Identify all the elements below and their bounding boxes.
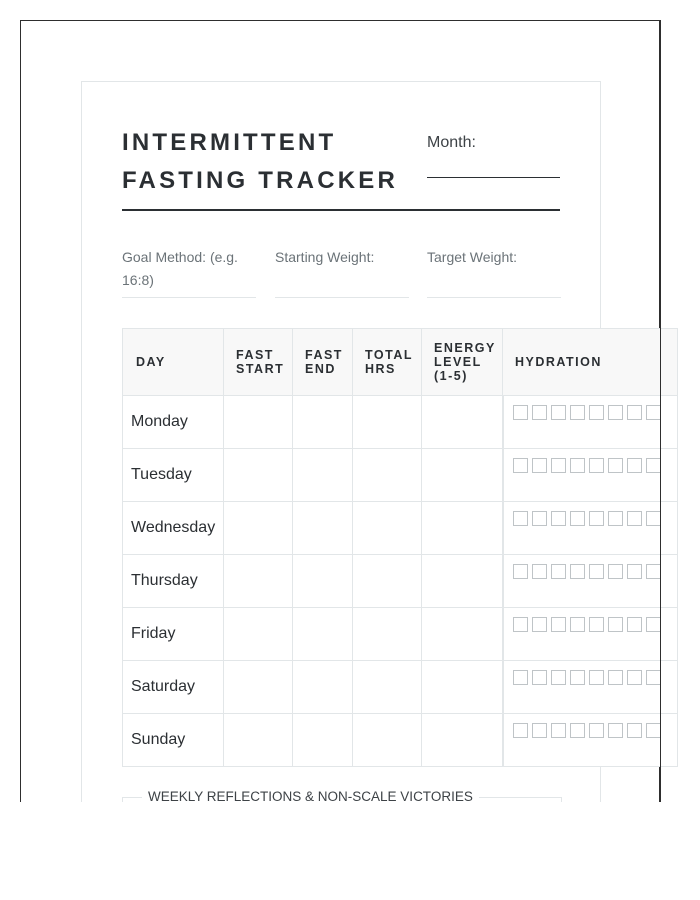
energy-cell[interactable] [422,555,503,608]
table-row [123,502,678,555]
hydration-checkbox[interactable] [513,723,528,738]
hydration-checkbox[interactable] [570,670,585,685]
hydration-checkbox[interactable] [551,617,566,632]
day-cell: Wednesday [123,502,224,555]
hydration-checkbox[interactable] [532,564,547,579]
hydration-checkbox[interactable] [570,458,585,473]
table-row [123,449,678,502]
table-row [123,608,678,661]
fast-start-cell[interactable] [224,661,293,714]
fast-start-cell[interactable] [224,608,293,661]
header-text: (1-5) [434,369,468,383]
hydration-checkbox[interactable] [513,564,528,579]
hydration-checkbox[interactable] [551,564,566,579]
energy-cell[interactable] [422,396,503,449]
energy-cell[interactable] [422,608,503,661]
hydration-checkbox[interactable] [589,617,604,632]
hydration-cell [503,449,678,502]
hydration-checkbox[interactable] [532,458,547,473]
fast-end-cell[interactable] [293,502,353,555]
fast-end-cell[interactable] [293,661,353,714]
table-header-row [123,329,678,396]
hydration-checkbox[interactable] [551,405,566,420]
total-hrs-cell[interactable] [353,661,422,714]
hydration-checkbox[interactable] [608,617,623,632]
hydration-cell [503,714,678,767]
fast-end-cell[interactable] [293,555,353,608]
hydration-checkbox[interactable] [627,670,642,685]
hydration-checkbox[interactable] [627,458,642,473]
hydration-cell [503,661,678,714]
col-header-energy-level [422,329,503,396]
hydration-checkbox[interactable] [589,405,604,420]
hydration-checkbox[interactable] [513,511,528,526]
hydration-checkbox[interactable] [608,723,623,738]
hydration-checkbox[interactable] [570,405,585,420]
col-header-fast-end [293,329,353,396]
hydration-checkbox[interactable] [551,670,566,685]
hydration-checkbox[interactable] [551,511,566,526]
col-header-total-hrs [353,329,422,396]
hydration-checkbox[interactable] [532,617,547,632]
target-weight-input-line[interactable] [427,297,561,298]
hydration-checkbox[interactable] [513,617,528,632]
hydration-checkbox[interactable] [589,458,604,473]
hydration-checkbox[interactable] [646,405,661,420]
goal-method-input-line[interactable] [122,297,256,298]
total-hrs-cell[interactable] [353,396,422,449]
hydration-checkbox[interactable] [627,405,642,420]
hydration-cell [503,502,678,555]
hydration-checkbox[interactable] [570,723,585,738]
hydration-checkbox[interactable] [608,458,623,473]
hydration-checkbox[interactable] [513,670,528,685]
header-text: LEVEL [434,355,482,369]
fast-end-cell[interactable] [293,396,353,449]
table-row [123,661,678,714]
hydration-checkbox[interactable] [646,617,661,632]
day-cell: Tuesday [123,449,224,502]
hydration-checkbox[interactable] [589,511,604,526]
goal-method-label: Goal Method: (e.g. 16:8) [122,249,238,288]
hydration-checkbox[interactable] [589,564,604,579]
day-cell: Friday [123,608,224,661]
energy-cell[interactable] [422,449,503,502]
table-row [123,396,678,449]
hydration-checkbox[interactable] [589,723,604,738]
title-divider [122,209,560,211]
hydration-checkbox[interactable] [513,405,528,420]
col-header-fast-start [224,329,293,396]
fast-start-cell[interactable] [224,502,293,555]
day-cell: Monday [123,396,224,449]
hydration-checkbox[interactable] [532,405,547,420]
hydration-checkbox[interactable] [627,511,642,526]
fast-end-cell[interactable] [293,608,353,661]
hydration-checkbox[interactable] [627,723,642,738]
energy-cell[interactable] [422,714,503,767]
reflections-label: WEEKLY REFLECTIONS & NON-SCALE VICTORIES [142,789,479,802]
hydration-checkbox[interactable] [646,458,661,473]
day-cell: Saturday [123,661,224,714]
starting-weight-input-line[interactable] [275,297,409,298]
hydration-checkbox[interactable] [570,617,585,632]
hydration-checkbox[interactable] [570,564,585,579]
fast-start-cell[interactable] [224,714,293,767]
energy-cell[interactable] [422,502,503,555]
hydration-checkbox[interactable] [570,511,585,526]
page-title [122,124,398,200]
hydration-checkbox[interactable] [551,723,566,738]
hydration-checkbox[interactable] [608,670,623,685]
hydration-checkbox[interactable] [608,564,623,579]
hydration-checkbox[interactable] [589,670,604,685]
target-weight-label: Target Weight: [427,249,518,265]
header-text: FAST [305,348,343,362]
day-cell: Sunday [123,714,224,767]
table-row [123,555,678,608]
hydration-checkbox[interactable] [532,511,547,526]
hydration-checkbox[interactable] [646,564,661,579]
col-header-day: DAY [123,329,224,396]
total-hrs-cell[interactable] [353,714,422,767]
hydration-checkbox[interactable] [646,670,661,685]
total-hrs-cell[interactable] [353,555,422,608]
col-header-hydration: HYDRATION [503,329,678,396]
page-frame-right-edge [660,20,661,802]
title-line-2: FASTING TRACKER [122,167,398,194]
fast-start-cell[interactable] [224,449,293,502]
fasting-table [122,328,678,767]
header-text: START [236,362,285,376]
header-text: TOTAL [365,348,414,362]
total-hrs-cell[interactable] [353,449,422,502]
hydration-cell [503,396,678,449]
energy-cell[interactable] [422,661,503,714]
header-text: HRS [365,362,396,376]
header-text: END [305,362,336,376]
hydration-checkbox[interactable] [532,723,547,738]
title-line-1: INTERMITTENT [122,129,337,156]
hydration-checkbox[interactable] [646,511,661,526]
fast-start-cell[interactable] [224,396,293,449]
fast-start-cell[interactable] [224,555,293,608]
header-text: FAST [236,348,274,362]
hydration-cell [503,608,678,661]
fast-end-cell[interactable] [293,449,353,502]
fast-end-cell[interactable] [293,714,353,767]
day-cell: Thursday [123,555,224,608]
header-text: ENERGY [434,341,496,355]
hydration-checkbox[interactable] [513,458,528,473]
hydration-checkbox[interactable] [608,511,623,526]
hydration-checkbox[interactable] [608,405,623,420]
month-label: Month: [427,134,476,151]
hydration-checkbox[interactable] [646,723,661,738]
hydration-checkbox[interactable] [627,617,642,632]
hydration-checkbox[interactable] [627,564,642,579]
hydration-cell [503,555,678,608]
total-hrs-cell[interactable] [353,502,422,555]
hydration-checkbox[interactable] [551,458,566,473]
table-row [123,714,678,767]
month-input-line[interactable] [427,177,560,178]
total-hrs-cell[interactable] [353,608,422,661]
hydration-checkbox[interactable] [532,670,547,685]
starting-weight-label: Starting Weight: [275,249,375,265]
